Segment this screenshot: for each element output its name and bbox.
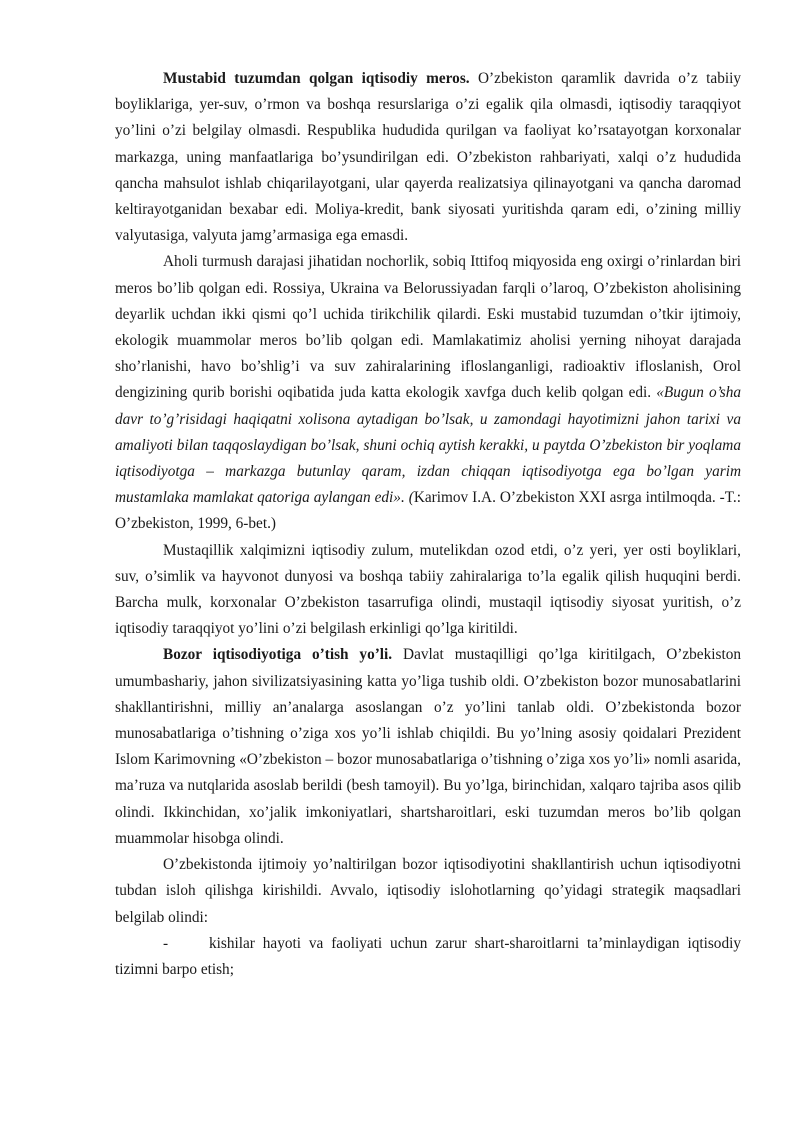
list-bullet: - [163,934,169,952]
section-heading-inherited-economy: Mustabid tuzumdan qolgan iqtisodiy meros. [163,70,470,87]
paragraph-text: O’zbekistonda ijtimoiy yo’naltirilgan bozor iqtisodiyotini shakllantirish uchun iqtisodiyotni tubdan isloh qilishga kirishildi. Avvalo, iqtisodiy islohotlarning qo’yidagi strategik maqsadlari belgilab olindi: [115,856,741,926]
paragraph-inherited-economy [115,66,741,249]
quotation: «Bugun o’sha davr to’g’risidagi haqiqatni xolisona aytadigan bo’lsak, u zamondagi hayotimizni jahon tarixi va amaliyoti bilan taqqoslaydigan bo’lsak, shuni ochiq aytish kerakki, u paytda O’zbekiston bir yoqlama iqtisodiyotga – markazga butunlay qaram, izdan chiqqan iqtisodiyotga ega bo’lgan yarim mustamlaka mamlakat qatoriga aylangan edi». ( [115,384,741,507]
paragraph-reforms [115,852,741,931]
paragraph-independence [115,538,741,643]
paragraph-living-standards [115,249,741,537]
paragraph-market-transition [115,642,741,852]
citation: Karimov I.A. O’zbekiston XXI asrga intilmoqda. -T.: O’zbekiston, 1999, 6-bet.) [115,489,742,533]
list-item [115,931,741,983]
paragraph-text: Aholi turmush darajasi jihatidan nochorlik, sobiq Ittifoq miqyosida eng oxirgi o’rinlardan biri meros bo’lib qolgan edi. Rossiya, Ukraina va Belorussiyadan farqli o’laroq, O’zbekiston aholisining deyarlik uchdan ikki qismi qo’l uchida tirikchilik qilardi. Eski mustabid tuzumdan o’tkir ijtimoiy, ekologik muammolar meros bo’lib qolgan edi. Mamlakatimiz aholisi yerning nihoyat darajada sho’rlanishi, havo bo’shlig’i va suv zahiralarining ifloslanganligi, radioaktiv ifloslanish, Orol dengizining qurib borishi oqibatida juda katta ekologik xavfga duch kelib qolgan edi. [115,253,741,402]
paragraph-text: Davlat mustaqilligi qo’lga kiritilgach, O’zbekiston umumbashariy, jahon sivilizatsiyasining katta yo’liga tushib oldi. O’zbekiston bozor munosabatlarini shakllantirishni, milliy an’analarga asoslangan o’z yo’lini tanlab oldi. O’zbekistonda bozor munosabatlariga o’tishning o’ziga xos yo’li ishlab chiqildi. Bu yo’lning asosiy qoidalari Prezident Islom Karimovning «O’zbekiston – bozor munosabatlariga o’tishning o’ziga xos yo’li» nomli asarida, ma’ruza va nutqlarida asoslab berildi (besh tamoyil). Bu yo’lga, birinchidan, xalqaro tajriba asos qilib olindi. Ikkinchidan, xo’jalik imkoniyatlari, shartsharoitlari, eski tuzumdan meros bo’lib qolgan muammolar hisobga olindi. [115,646,741,847]
list-item-text: kishilar hayoti va faoliyati uchun zarur shart-sharoitlarni ta’minlaydigan iqtisodiy tizimni barpo etish; [115,934,741,978]
section-heading-market-transition: Bozor iqtisodiyotiga o’tish yo’li. [163,646,393,664]
paragraph-text: O’zbekiston qaramlik davrida o’z tabiiy boyliklariga, yer-suv, o’rmon va boshqa resurslariga o’zi egalik qila olmasdi, iqtisodiy taraqqiyot yo’lini o’zi belgilay olmasdi. Respublika hududida qurilgan va faoliyat ko’rsatayotgan korxonalar markazga, uning manfaatlariga bo’ysundirilgan edi. O’zbekiston rahbariyati, xalqi o’z hududida qancha mahsulot ishlab chiqarilayotgani, ular qayerda realizatsiya qilinayotgani va qancha daromad keltirayotganidan bexabar edi. Moliya-kredit, bank siyosati yuritishda qaram edi, o’zining milliy valyutasiga, valyuta jamg’armasiga ega emasdi. [115,70,741,245]
paragraph-text: Mustaqillik xalqimizni iqtisodiy zulum, mutelikdan ozod etdi, o’z yeri, yer osti boyliklari, suv, o’simlik va hayvonot dunyosi va boshqa tabiiy zahiralariga to’la egalik qilish huquqini berdi. Barcha mulk, korxonalar O’zbekiston tasarrufiga olindi, mustaqil iqtisodiy siyosat yuritish, o’z iqtisodiy taraqqiyot yo’lini o’zi belgilash erkinligi qo’lga kiritildi. [115,541,741,638]
document-page [115,66,741,983]
